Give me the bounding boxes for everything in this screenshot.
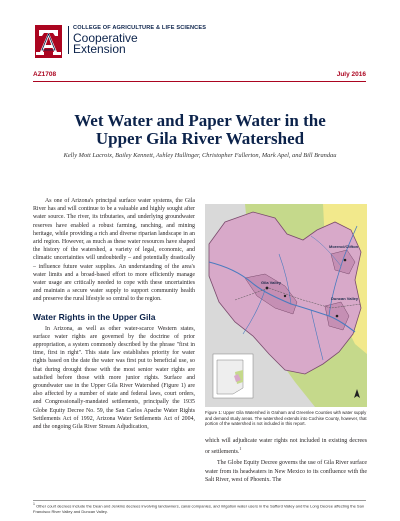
right-paragraph-1-text: which will adjudicate water rights not included in existing decrees or settlements. [205,438,367,456]
org-name-line1: Cooperative [73,31,138,45]
map-label-morenci: Morenci/Clifton [329,244,359,249]
right-column [205,437,367,484]
page-title [40,112,360,148]
title-line-1: Wet Water and Paper Water in the [74,111,326,130]
watershed-map [205,204,367,407]
org-name [73,33,138,55]
footnote-text: Other court decrees include the Dean and Jenkins decrees involving landowners, canal companies, and irrigation water users in the Safford Valley and the Long Decree affecting the San Francisco River Valley and Duncan Valley. [33,503,365,514]
footnote-rule [33,500,366,501]
water-rights-paragraph: In Arizona, as well as other water-scarce Western states, surface water rights are governed by the doctrine of prior appropriation, a system commonly described by the phrase "first in time, first in right". This state law establishes priority for water rights based on the date the water was first put to beneficial use, so that during drought those with the most senior water rights are satisfied before those with more junior rights. Surface and groundwater use in the Upper Gila River Watershed (Figure 1) are also affected by a number of state and federal laws, court orders, and Congressionally-mandated settlements, principally the 1935 Globe Equity Decree No. 59, the San Carlos Apache Water Rights Settlements Act of 1992, Arizona Water Settlements Act of 2004, and the ongoing Gila River Stream Adjudication, [33,325,195,431]
footnote [33,502,366,514]
footnote-ref: 1 [239,446,242,452]
figure-caption: Figure 1: Upper Gila Watershed in Graham and Greenlee Counties with water supply and demand study areas. The watershed extends into Cochise County, however, that portion of the watershed is not included in this report. [205,410,367,427]
university-a-logo-icon [35,25,62,58]
college-name: COLLEGE OF AGRICULTURE & LIFE SCIENCES [73,25,207,31]
left-column [33,197,195,431]
header-rule [33,81,366,82]
section-heading: Water Rights in the Upper Gila [33,311,156,322]
document-date: July 2016 [336,71,366,78]
org-name-line2: Extension [73,42,126,56]
map-label-gila-valley: Gila Valley [261,280,282,285]
document-id: AZ1708 [33,71,57,78]
footnote-number: 1 [33,502,35,506]
intro-paragraph: As one of Arizona's principal surface water systems, the Gila River has and will continue to be a valuable and highly sought after water source. The river, its tributaries, and underlying groundwater reserves have enabled a robust farming, ranching, and mining heritage, while providing a rich and diverse riparian landscape in an arid region. However, as much as these water resources have shaped the history of the watershed, a variety of legal, economic, and climatic uncertainties will undoubtedly – and potentially drastically – influence future water supplies. An understanding of the area's water limits and a broad-based effort to more efficiently manage water usage are critically needed to cope with these uncertainties and maintain a secure water supply to support community health and preserve the rural lifestyle so central to the region. [33,198,195,303]
right-paragraph-2: The Globe Equity Decree governs the use of Gila River surface water from its headwaters in New Mexico to its confluence with the Salt River, west of Phoenix. The [205,460,367,483]
right-paragraph-1 [205,437,367,456]
header-divider [68,26,69,54]
map-label-duncan-valley: Duncan Valley [331,296,359,301]
author-list: Kelly Mott Lacroix, Bailey Kennett, Ashley Hullinger, Christopher Fullerton, Mark Apel, and Bill Brandau [63,152,337,159]
title-line-2: Upper Gila River Watershed [95,129,305,148]
